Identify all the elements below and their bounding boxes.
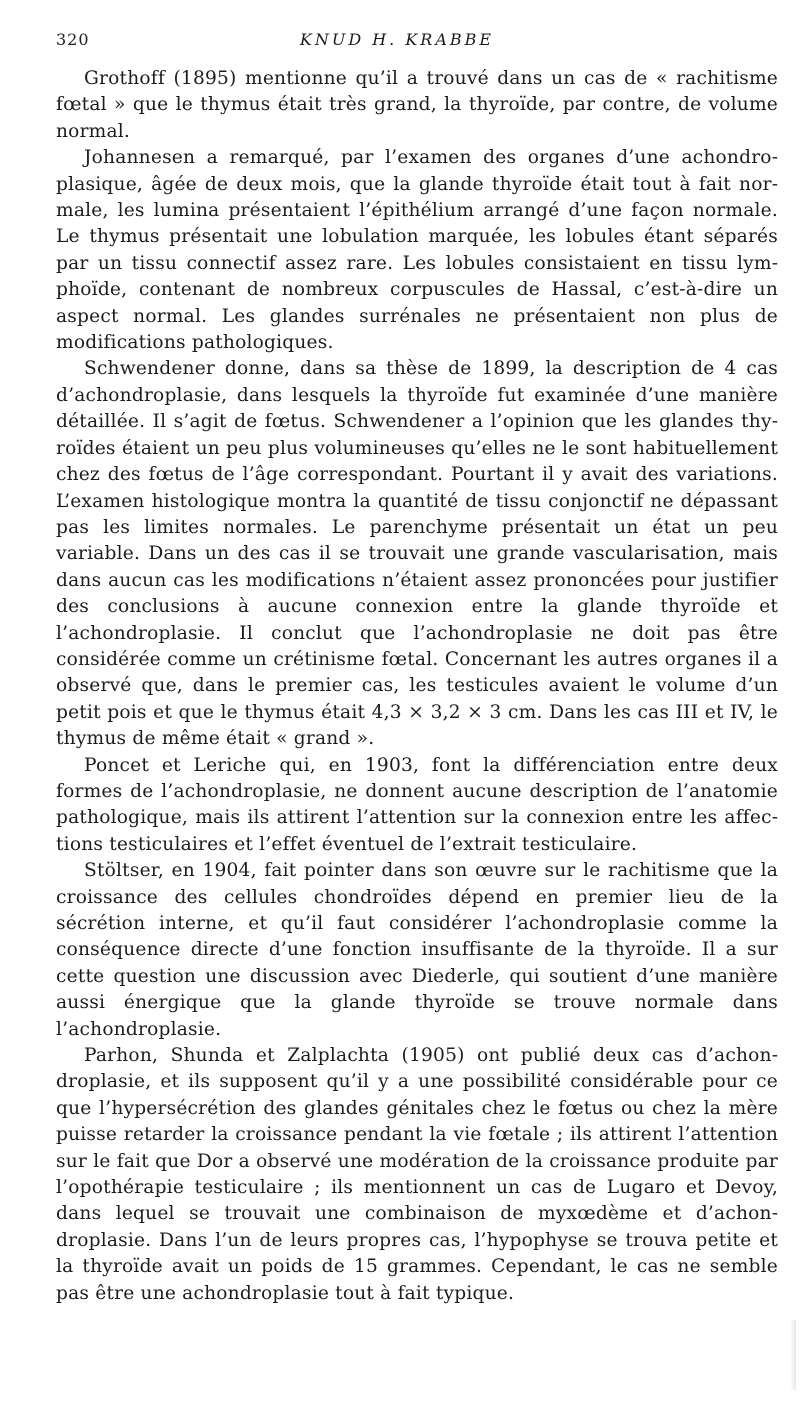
body-text bbox=[56, 66, 778, 1307]
paragraph-stoltser: Stöltser, en 1904, fait pointer dans son œuvre sur le rachitisme que la croissance des cellules chondroïdes dépend en premier lieu de la sécrétion interne, et qu’il faut considérer l’achondroplasie comme la conséquence directe d’une fonction insuffisante de la thyroïde. Il a sur cette question une discussion avec Diederle, qui soutient d’une manière aussi énergique que la glande thyroïde se trouve normale dans l’achondroplasie. bbox=[56, 860, 778, 1040]
page-header bbox=[56, 30, 778, 60]
page-edge-shadow bbox=[790, 1320, 796, 1390]
paragraph-grothoff: Grothoff (1895) mentionne qu’il a trouvé dans un cas de « rachitisme fœtal » que le thymus était très grand, la thyroïde, par contre, de volume normal. bbox=[56, 68, 778, 142]
paragraph-johannesen: Johannesen a remarqué, par l’examen des organes d’une achondroplasique, âgée de deux mois, que la glande thyroïde était tout à fait normale, les lumina présentaient l’épithélium arrangé d’une façon normale. Le thymus présentait une lobulation marquée, les lobules étant séparés par un tissu connectif assez rare. Les lobules consistaient en tissu lymphoïde, contenant de nombreux corpuscules de Hassal, c’est-à-dire un aspect normal. Les glandes surrénales ne présentaient non plus de modifications pathologiques. bbox=[56, 147, 778, 354]
paragraph-parhon: Parhon, Shunda et Zalplachta (1905) ont publié deux cas d’achondroplasie, et ils supposent qu’il y a une possibilité considérable pour ce que l’hypersécrétion des glandes génitales chez le fœtus ou chez la mère puisse retarder la croissance pendant la vie fœtale ; ils attirent l’attention sur le fait que Dor a observé une modération de la croissance produite par l’opothérapie testiculaire ; ils mentionnent un cas de Lugaro et Devoy, dans lequel se trouvait une combinaison de myxœdème et d’achondroplasie. Dans l’un de leurs propres cas, l’hypophyse se trouva petite et la thyroïde avait un poids de 15 grammes. Cependant, le cas ne semble pas être une achondroplasie tout à fait typique. bbox=[56, 1045, 778, 1304]
paragraph-poncet-leriche: Poncet et Leriche qui, en 1903, font la différenciation entre deux formes de l’achondroplasie, ne donnent aucune description de l’anatomie pathologique, mais ils attirent l’attention sur la connexion entre les affections testiculaires et l’effet éventuel de l’extrait testiculaire. bbox=[56, 754, 778, 855]
running-title: KNUD H. KRABBE bbox=[299, 30, 495, 49]
paragraph-schwendener: Schwendener donne, dans sa thèse de 1899, la description de 4 cas d’achondroplasie, dans lesquels la thyroïde fut examinée d’une manière détaillée. Il s’agit de fœtus. Schwendener a l’opinion que les glandes thyroïdes étaient un peu plus volumineuses qu’elles ne le sont habituellement chez des fœtus de l’âge correspondant. Pourtant il y avait des variations. L’examen histologique montra la quantité de tissu conjonctif ne dépassant pas les limites normales. Le parenchyme présentait un état un peu variable. Dans un des cas il se trouvait une grande vascularisation, mais dans aucun cas les modifications n’étaient assez prononcées pour justifier des conclusions à aucune connexion entre la glande thyroïde et l’achondroplasie. Il conclut que l’achondroplasie ne doit pas être considérée comme un crétinisme fœtal. Concernant les autres organes il a observé que, dans le premier cas, les testicules avaient le volume d’un petit pois et que le thymus était 4,3 × 3,2 × 3 cm. Dans les cas III et IV, le thymus de même était « grand ». bbox=[56, 358, 778, 750]
page-number: 320 bbox=[56, 30, 90, 49]
